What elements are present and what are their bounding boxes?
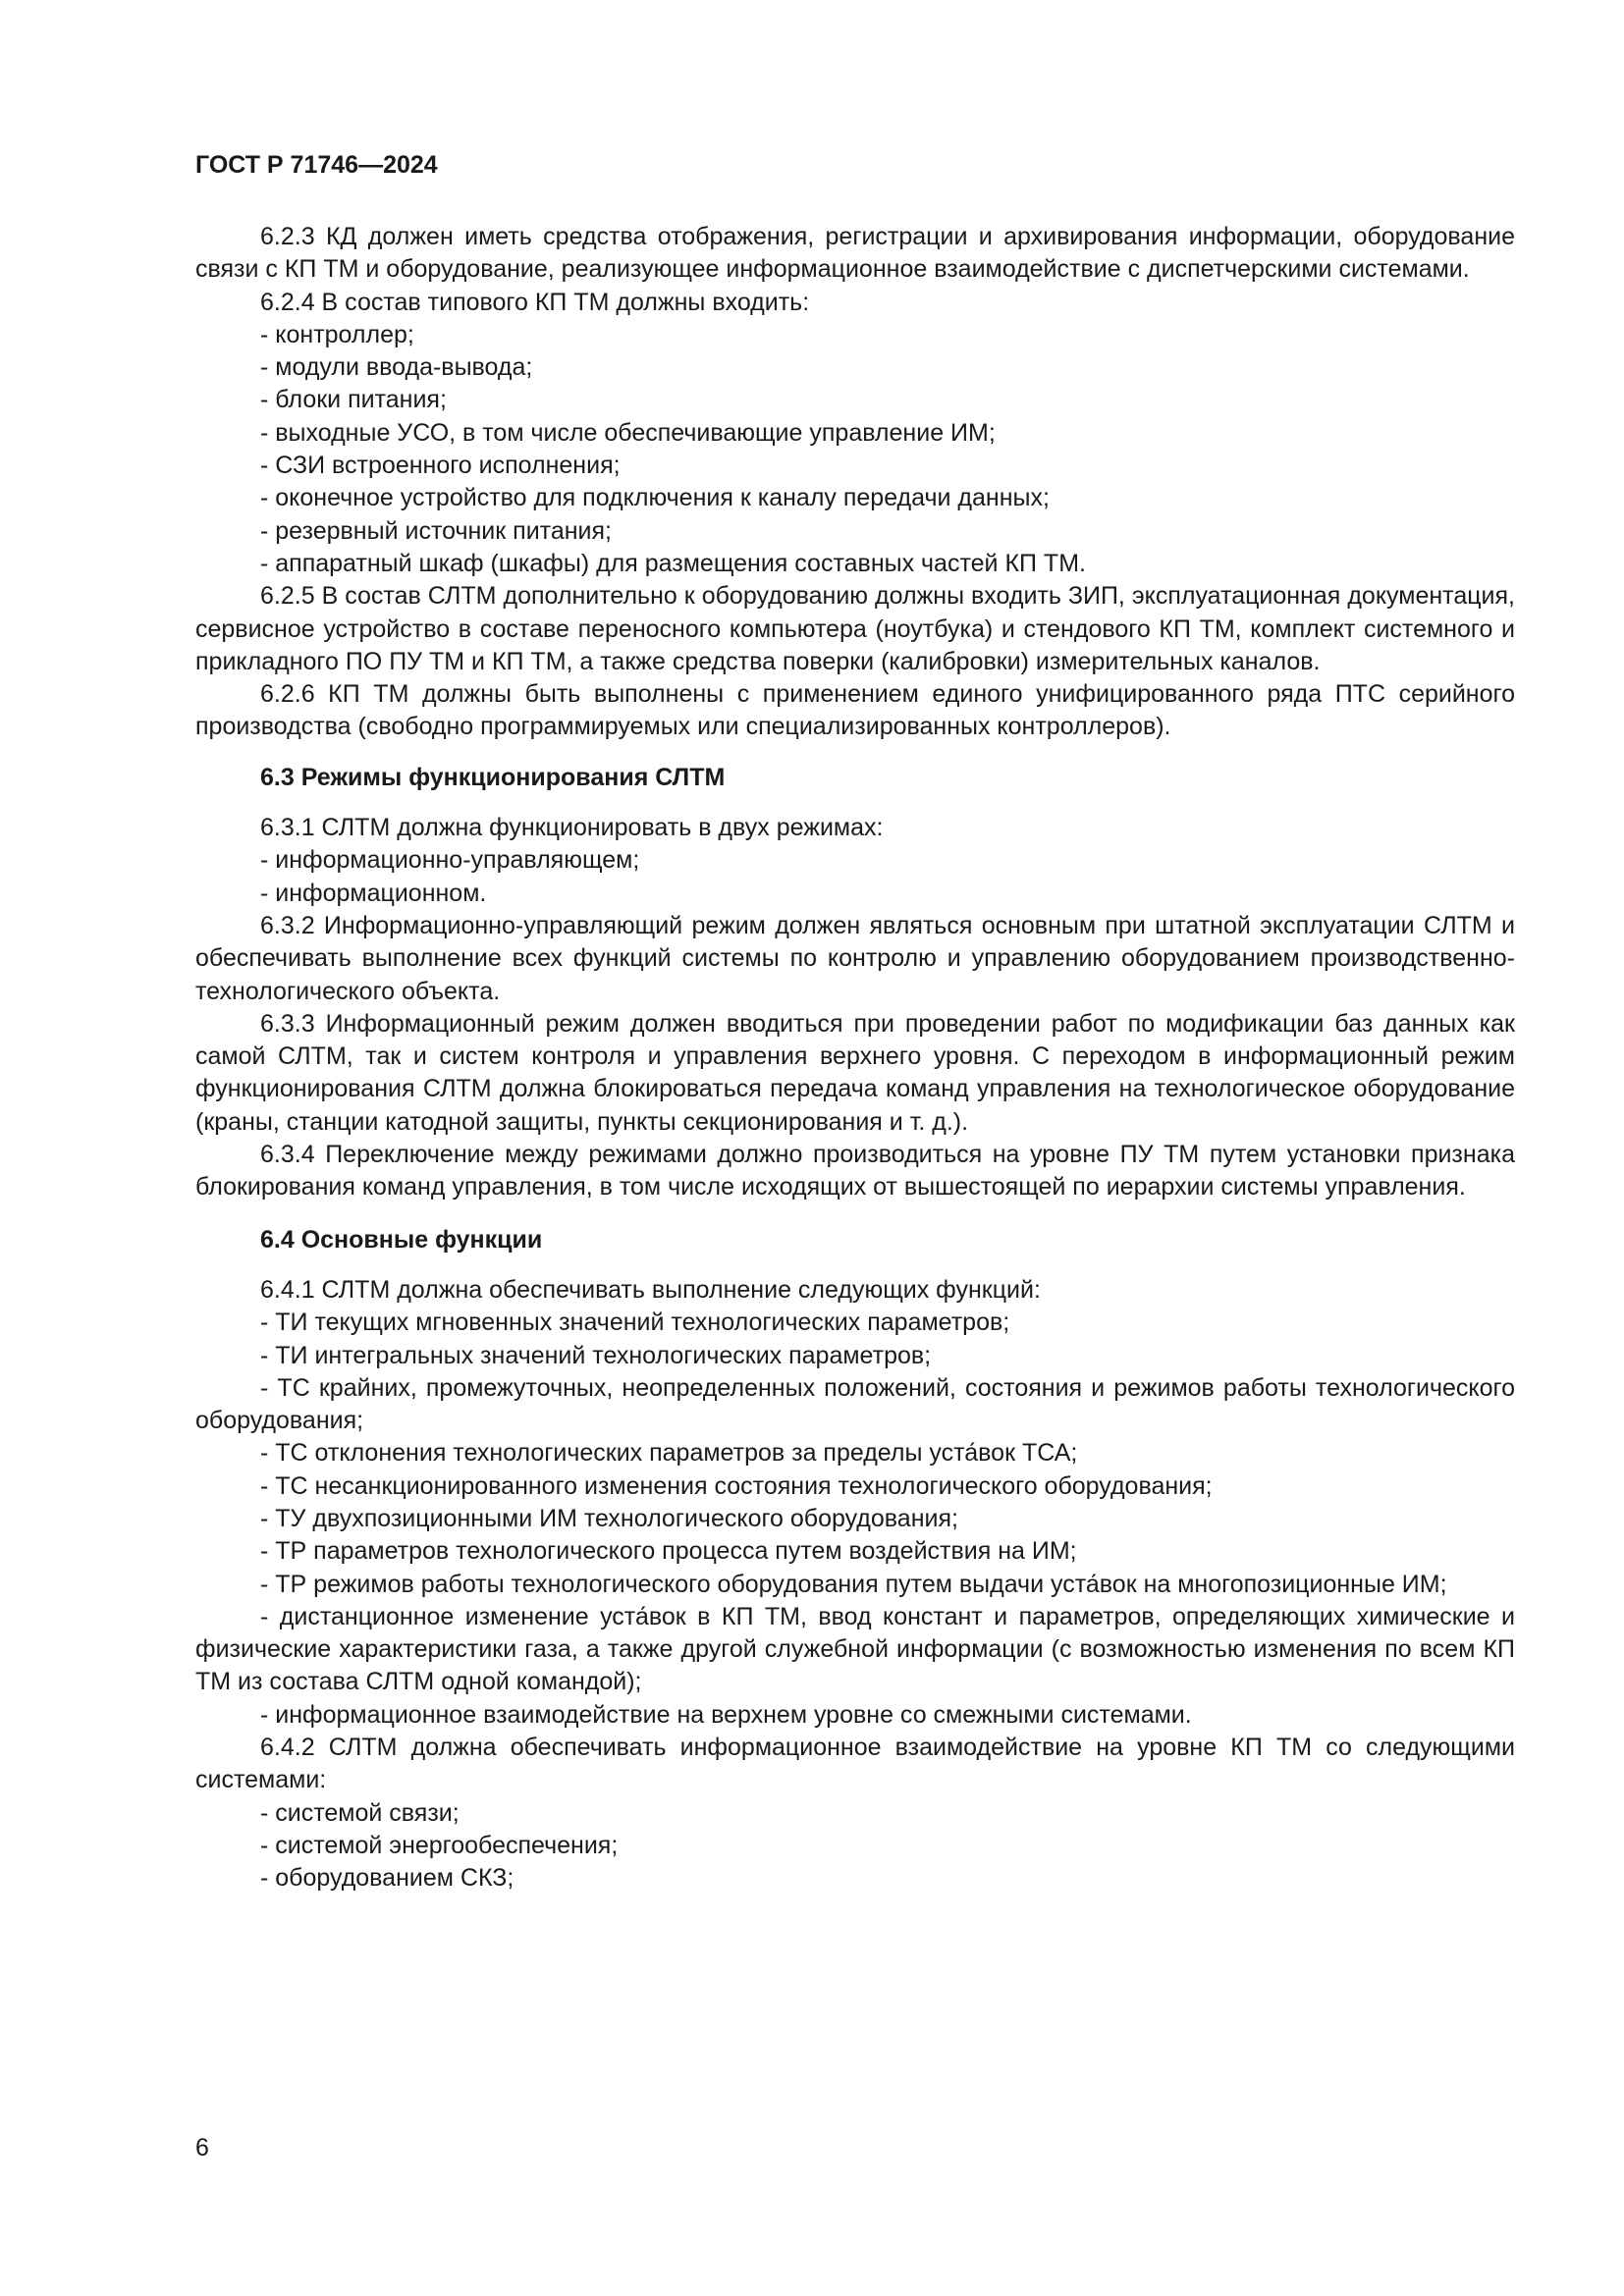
list-item: - ТС отклонения технологических параметров за пределы уста́вок ТСА; <box>260 1439 1078 1468</box>
list-item: - блоки питания; <box>260 386 447 414</box>
list-item: - ТУ двухпозиционными ИМ технологического оборудования; <box>260 1504 958 1532</box>
document-page <box>195 0 1515 2296</box>
clause-6-2-6: 6.2.6 КП ТМ должны быть выполнены с применением единого унифицированного ряда ПТС серийного производства (свободно программируемых или специализированных контроллеров). <box>195 680 1515 741</box>
clause-6-2-3: 6.2.3 КД должен иметь средства отображения, регистрации и архивирования информации, оборудование связи с КП ТМ и оборудование, реализующее информационное взаимодействие с диспетчерскими системами. <box>195 223 1515 284</box>
clause-6-3-2: 6.3.2 Информационно-управляющий режим должен являться основным при штатной эксплуатации СЛТМ и обеспечивать выполнение всех функций системы по контролю и управлению оборудованием производственно-технологического объекта. <box>195 911 1515 1005</box>
list-item: - системой энергообеспечения; <box>260 1831 619 1859</box>
clause-6-4-1: 6.4.1 СЛТМ должна обеспечивать выполнение следующих функций: <box>260 1275 1041 1304</box>
list-item: - выходные УСО, в том числе обеспечивающие управление ИМ; <box>260 418 996 447</box>
list-item: - ТР режимов работы технологического оборудования путем выдачи уста́вок на многопозиционные ИМ; <box>260 1570 1447 1598</box>
list-item: - аппаратный шкаф (шкафы) для размещения составных частей КП ТМ. <box>260 549 1086 577</box>
section-heading-6-4: 6.4 Основные функции <box>260 1225 543 1254</box>
standard-designation: ГОСТ Р 71746—2024 <box>195 151 438 179</box>
list-item: - информационно-управляющем; <box>260 846 640 875</box>
list-item: - системой связи; <box>260 1798 460 1827</box>
list-item: - ТС несанкционированного изменения состояния технологического оборудования; <box>260 1471 1213 1500</box>
clause-6-2-5: 6.2.5 В состав СЛТМ дополнительно к оборудованию должны входить ЗИП, эксплуатационная документация, сервисное устройство в составе переносного компьютера (ноутбука) и стендового КП ТМ, комплект системного и прикладного ПО ПУ ТМ и КП ТМ, а также средства поверки (калибровки) измерительных каналов. <box>195 582 1515 675</box>
page-number: 6 <box>195 2134 209 2162</box>
clause-6-3-4: 6.3.4 Переключение между режимами должно производиться на уровне ПУ ТМ путем установки признака блокирования команд управления, в том числе исходящих от вышестоящей по иерархии системы управления. <box>195 1141 1515 1201</box>
list-item: - оборудованием СКЗ; <box>260 1864 514 1893</box>
list-item: - информационное взаимодействие на верхнем уровне со смежными системами. <box>260 1700 1192 1729</box>
list-item: - дистанционное изменение уста́вок в КП ТМ, ввод констант и параметров, определяющих химические и физические характеристики газа, а также другой служебной информации (с возможностью изменения по всем КП ТМ из состава СЛТМ одной командой); <box>195 1602 1515 1696</box>
list-item: - информационном. <box>260 879 487 907</box>
list-item: - ТС крайних, промежуточных, неопределенных положений, состояния и режимов работы технологического оборудования; <box>195 1373 1515 1435</box>
list-item: - ТИ интегральных значений технологических параметров; <box>260 1341 932 1369</box>
clause-6-2-4: 6.2.4 В состав типового КП ТМ должны входить: <box>260 288 810 316</box>
section-heading-6-3: 6.3 Режимы функционирования СЛТМ <box>260 763 726 791</box>
list-item: - СЗИ встроенного исполнения; <box>260 452 621 480</box>
list-item: - модули ввода-вывода; <box>260 353 533 382</box>
body-text <box>195 221 1515 1896</box>
list-item: - оконечное устройство для подключения к каналу передачи данных; <box>260 484 1050 512</box>
list-item: - контроллер; <box>260 320 414 348</box>
list-item: - резервный источник питания; <box>260 516 612 545</box>
clause-6-3-1: 6.3.1 СЛТМ должна функционировать в двух режимах: <box>260 814 884 842</box>
list-item: - ТР параметров технологического процесса путем воздействия на ИМ; <box>260 1537 1077 1566</box>
clause-6-4-2: 6.4.2 СЛТМ должна обеспечивать информационное взаимодействие на уровне КП ТМ со следующими системами: <box>195 1734 1515 1794</box>
clause-6-3-3: 6.3.3 Информационный режим должен вводиться при проведении работ по модификации баз данных как самой СЛТМ, так и систем контроля и управления верхнего уровня. С переходом в информационный режим функционирования СЛТМ должна блокироваться передача команд управления на технологическое оборудование (краны, станции катодной защиты, пункты секционирования и т. д.). <box>195 1009 1515 1136</box>
list-item: - ТИ текущих мгновенных значений технологических параметров; <box>260 1308 1010 1337</box>
